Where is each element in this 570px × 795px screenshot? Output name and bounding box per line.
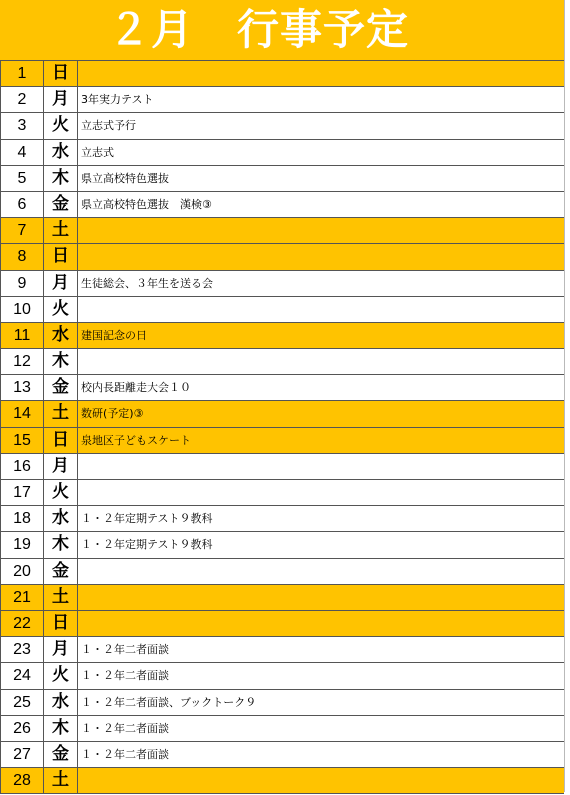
event-text: 県立高校特色選抜 <box>81 171 169 185</box>
event-text: 県立高校特色選抜 漢検③ <box>81 197 212 211</box>
day-number: 13 <box>0 375 44 400</box>
table-row <box>0 663 564 689</box>
event-text <box>78 768 564 793</box>
day-number: 4 <box>0 140 44 165</box>
weekday-label: 月 <box>44 637 78 662</box>
weekday-label: 月 <box>44 454 78 479</box>
event-text <box>78 218 564 243</box>
table-row <box>0 271 564 297</box>
page-title: ２月 行事予定 <box>108 5 410 54</box>
day-number: 28 <box>0 768 44 793</box>
event-text: 立志式 <box>81 145 114 159</box>
event-text: 校内長距離走大会１０ <box>81 381 191 395</box>
day-number: 24 <box>0 663 44 688</box>
table-row <box>0 375 564 401</box>
table-row <box>0 349 564 375</box>
day-number: 14 <box>0 401 44 426</box>
event-text <box>78 559 564 584</box>
weekday-label: 土 <box>44 401 78 426</box>
weekday-label: 水 <box>44 323 78 348</box>
day-number: 12 <box>0 349 44 374</box>
weekday-label: 水 <box>44 140 78 165</box>
day-number: 27 <box>0 742 44 767</box>
event-text: 数研(予定)③ <box>81 407 144 421</box>
table-row <box>0 166 564 192</box>
day-number: 7 <box>0 218 44 243</box>
weekday-label: 火 <box>44 297 78 322</box>
day-number: 16 <box>0 454 44 479</box>
day-number: 19 <box>0 532 44 557</box>
weekday-label: 木 <box>44 532 78 557</box>
event-text: 泉地区子どもスケート <box>81 433 191 447</box>
event-text <box>78 297 564 322</box>
day-number: 25 <box>0 690 44 715</box>
table-row <box>0 768 564 794</box>
schedule-table <box>0 61 564 794</box>
weekday-label: 木 <box>44 166 78 191</box>
table-row <box>0 611 564 637</box>
day-number: 3 <box>0 113 44 138</box>
weekday-label: 火 <box>44 113 78 138</box>
day-number: 5 <box>0 166 44 191</box>
event-text: 生徒総会、３年生を送る会 <box>81 276 213 290</box>
weekday-label: 日 <box>44 428 78 453</box>
day-number: 20 <box>0 559 44 584</box>
event-text: １・２年二者面談、ブックトーク９ <box>81 695 257 709</box>
table-row <box>0 401 564 427</box>
day-number: 10 <box>0 297 44 322</box>
table-row <box>0 585 564 611</box>
day-number: 23 <box>0 637 44 662</box>
day-number: 1 <box>0 61 44 86</box>
event-text <box>78 61 564 86</box>
weekday-label: 火 <box>44 663 78 688</box>
day-number: 21 <box>0 585 44 610</box>
day-number: 2 <box>0 87 44 112</box>
weekday-label: 土 <box>44 218 78 243</box>
day-number: 17 <box>0 480 44 505</box>
table-row <box>0 454 564 480</box>
table-row <box>0 87 564 113</box>
weekday-label: 金 <box>44 192 78 217</box>
table-row <box>0 480 564 506</box>
weekday-label: 火 <box>44 480 78 505</box>
event-text <box>78 349 564 374</box>
table-row <box>0 140 564 166</box>
table-row <box>0 637 564 663</box>
event-text: 建国記念の日 <box>81 328 147 342</box>
table-row <box>0 532 564 558</box>
table-row <box>0 428 564 454</box>
day-number: 22 <box>0 611 44 636</box>
table-row <box>0 218 564 244</box>
event-text: 立志式予行 <box>81 119 136 133</box>
day-number: 26 <box>0 716 44 741</box>
weekday-label: 土 <box>44 585 78 610</box>
weekday-label: 日 <box>44 611 78 636</box>
table-row <box>0 323 564 349</box>
day-number: 9 <box>0 271 44 296</box>
event-text <box>78 611 564 636</box>
table-row <box>0 297 564 323</box>
table-row <box>0 61 564 87</box>
table-row <box>0 113 564 139</box>
event-text: １・２年定期テスト９教科 <box>81 512 213 526</box>
table-row <box>0 559 564 585</box>
table-row <box>0 716 564 742</box>
day-number: 11 <box>0 323 44 348</box>
event-text: 3年実力テスト <box>81 93 154 107</box>
day-number: 15 <box>0 428 44 453</box>
table-row <box>0 506 564 532</box>
weekday-label: 月 <box>44 87 78 112</box>
weekday-label: 日 <box>44 61 78 86</box>
table-row <box>0 244 564 270</box>
table-row <box>0 742 564 768</box>
weekday-label: 金 <box>44 375 78 400</box>
weekday-label: 土 <box>44 768 78 793</box>
weekday-label: 水 <box>44 690 78 715</box>
weekday-label: 木 <box>44 349 78 374</box>
weekday-label: 木 <box>44 716 78 741</box>
event-text: １・２年二者面談 <box>81 747 169 761</box>
event-text <box>78 480 564 505</box>
weekday-label: 金 <box>44 742 78 767</box>
weekday-label: 日 <box>44 244 78 269</box>
weekday-label: 金 <box>44 559 78 584</box>
event-text: １・２年二者面談 <box>81 643 169 657</box>
day-number: 8 <box>0 244 44 269</box>
weekday-label: 水 <box>44 506 78 531</box>
weekday-label: 月 <box>44 271 78 296</box>
title-bar <box>0 0 564 61</box>
day-number: 6 <box>0 192 44 217</box>
table-row <box>0 192 564 218</box>
event-text <box>78 454 564 479</box>
event-text <box>78 585 564 610</box>
event-text <box>78 244 564 269</box>
event-text: １・２年二者面談 <box>81 721 169 735</box>
event-text: １・２年定期テスト９教科 <box>81 538 213 552</box>
table-row <box>0 690 564 716</box>
day-number: 18 <box>0 506 44 531</box>
event-text: １・２年二者面談 <box>81 669 169 683</box>
